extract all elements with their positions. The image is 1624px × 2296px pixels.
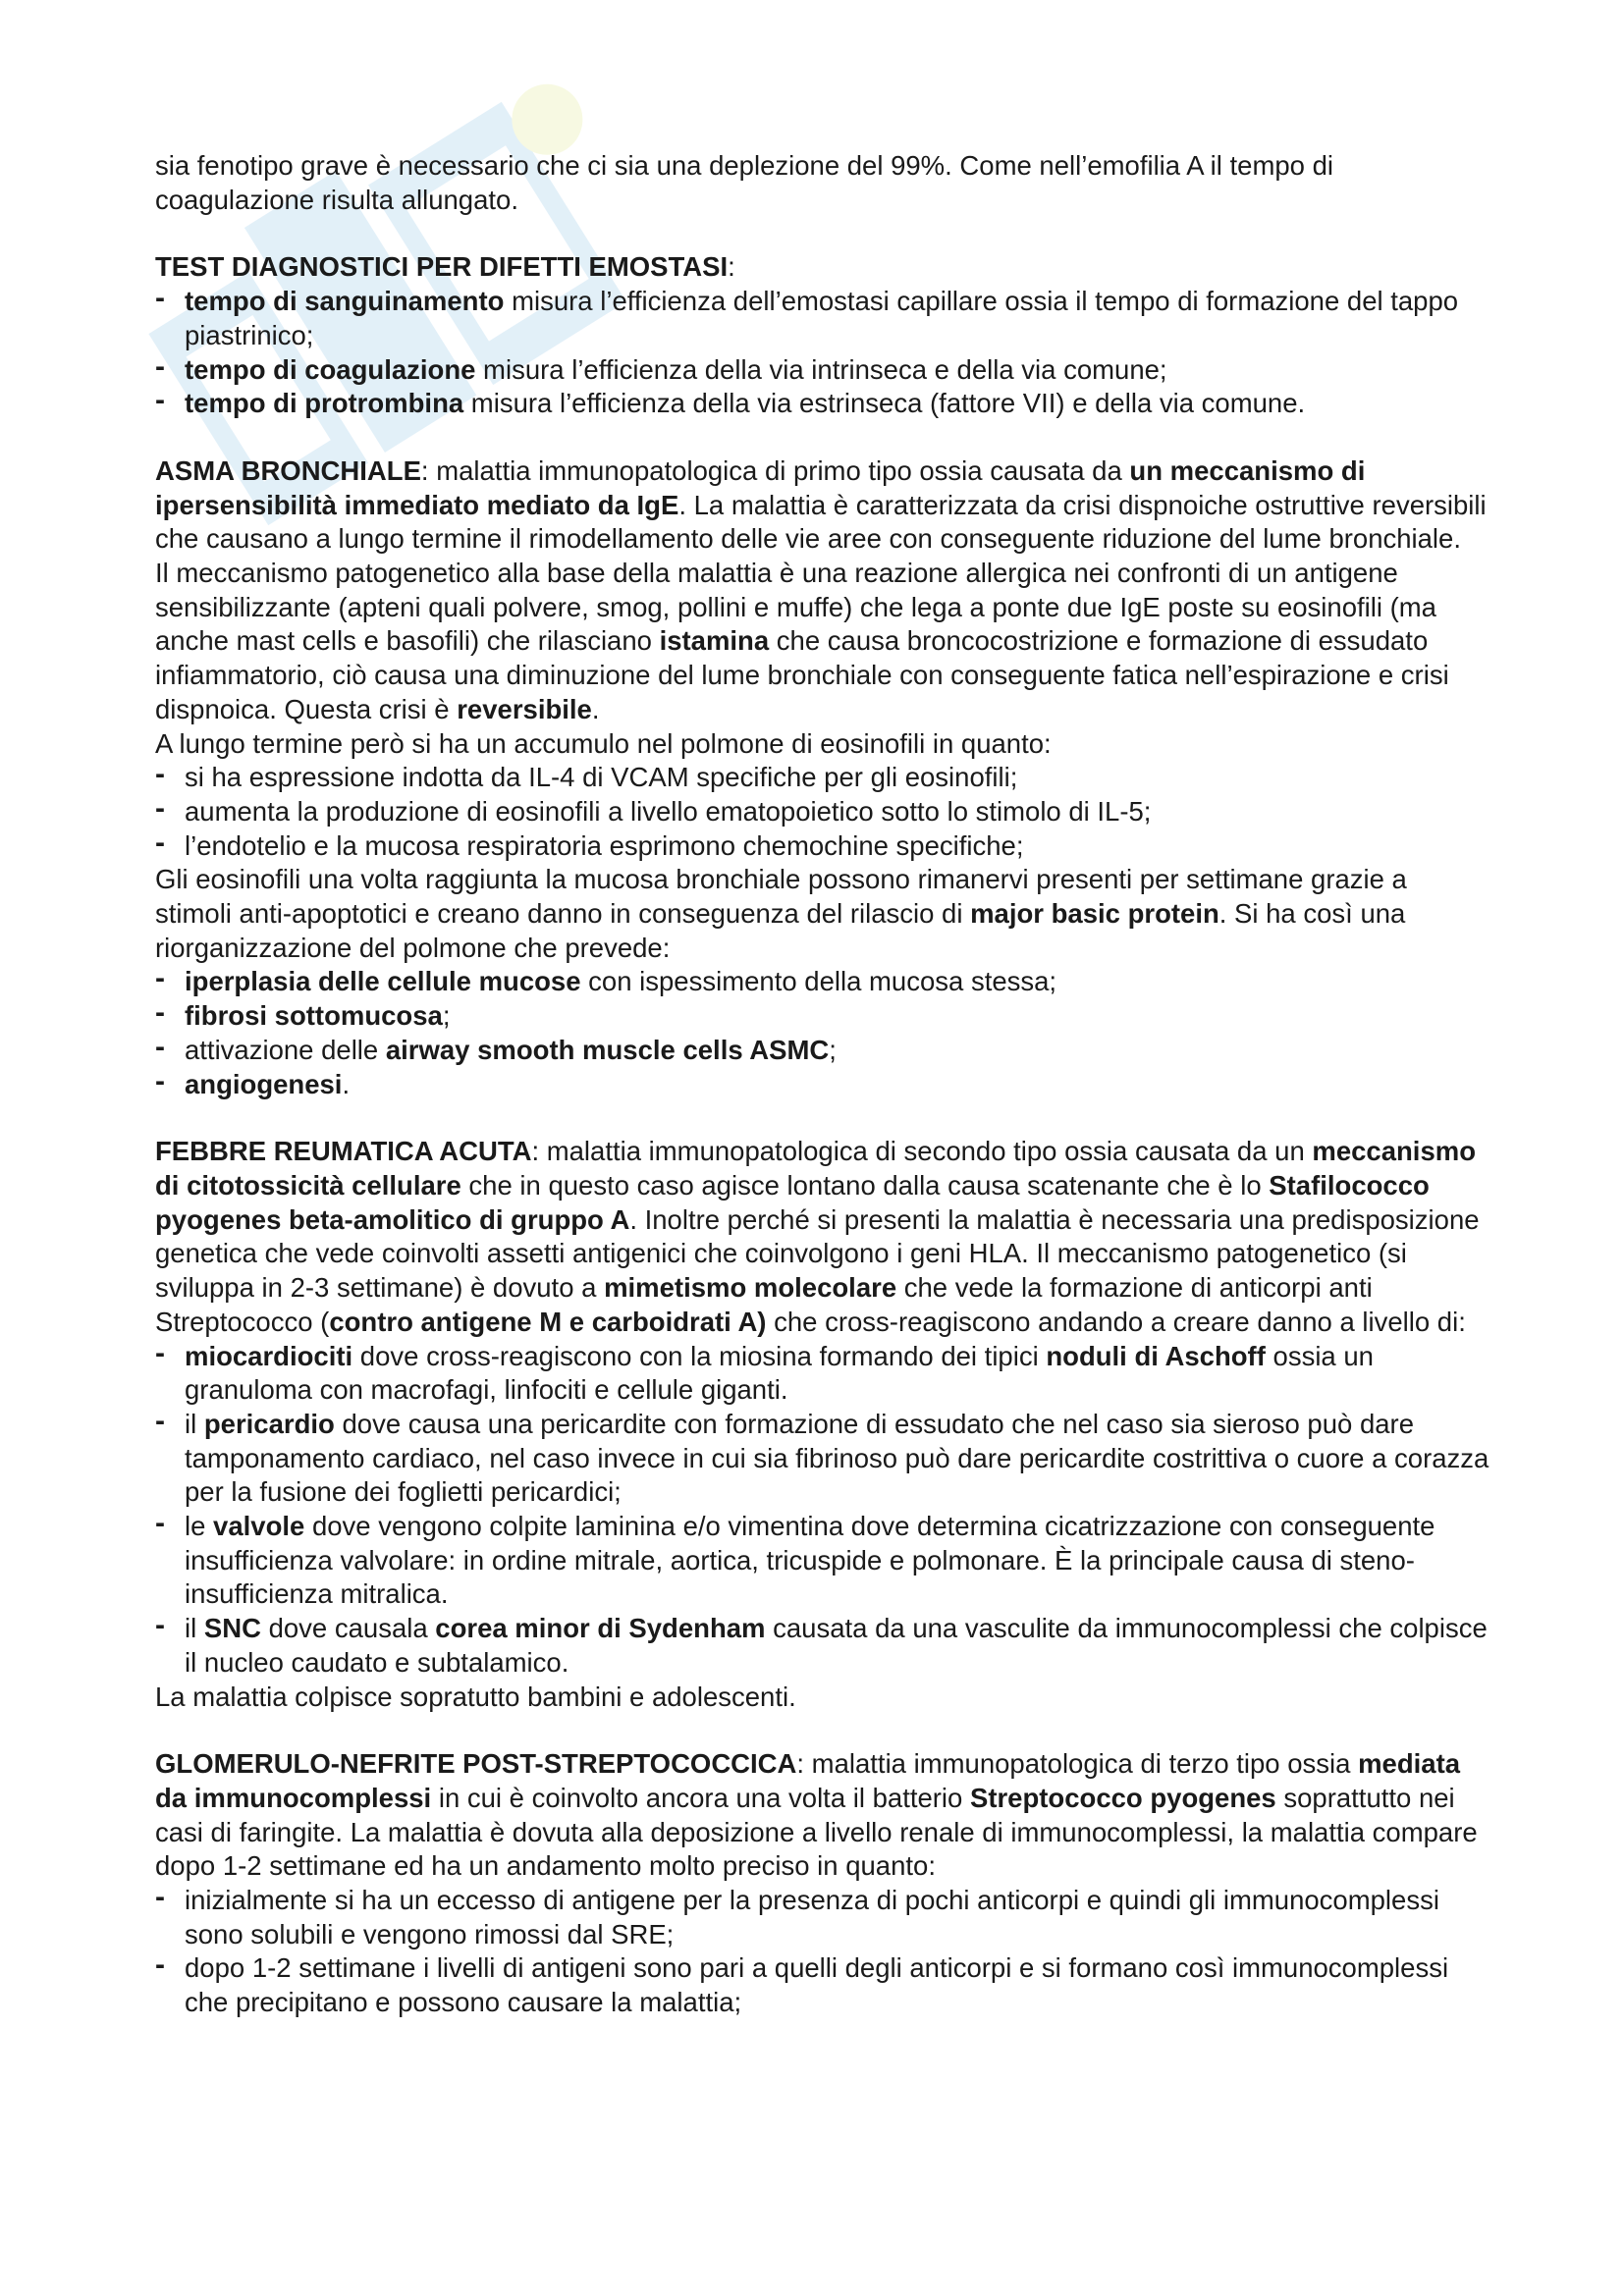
intro-paragraph [155, 149, 1490, 217]
text-run: ; [829, 1034, 837, 1065]
asma-remodeling [155, 863, 1490, 965]
bold-text: major basic protein [970, 898, 1219, 930]
bold-text: tempo di coagulazione [185, 353, 476, 385]
text-run: La malattia colpisce sopratutto bambini e adolescenti. [155, 1681, 796, 1712]
asma-long-term [155, 727, 1490, 762]
text-run: Gli eosinofili una volta raggiunta la mucosa bronchiale possono rimanervi presenti per settimane grazie a stimoli anti-apoptotici e creano danno in conseguenza del rilascio di [155, 864, 1407, 930]
list-item [155, 965, 1490, 999]
bold-text: ASMA BRONCHIALE [155, 454, 421, 486]
text-run: A lungo termine però si ha un accumulo nel polmone di eosinofili in quanto: [155, 727, 1052, 759]
bold-text: tempo di sanguinamento [185, 286, 505, 317]
list-item [155, 1034, 1490, 1068]
text-run: dopo 1-2 settimane i livelli di antigeni sono pari a quelli degli anticorpi e si formano così immunocomplessi che precipitano e possono causare la malattia; [185, 1952, 1449, 2018]
febbre-list [155, 1340, 1490, 1681]
bold-text: reversibile [457, 693, 592, 724]
bold-text: iperplasia delle cellule mucose [185, 966, 581, 997]
text-run: dove vengono colpite laminina e/o vimentina dove determina cicatrizzazione con conseguente insufficienza valvolare: in ordine mitrale, aortica, tricuspide e polmonare. È la principale causa di steno-insufficienza mitralica. [185, 1511, 1435, 1610]
text-run: misura l’efficienza della via intrinseca e della via comune; [475, 353, 1167, 385]
text-run: inizialmente si ha un eccesso di antigene per la presenza di pochi anticorpi e quindi gli immunocomplessi sono solubili e vengono rimossi dal SRE; [185, 1885, 1439, 1949]
text-run: l’endotelio e la mucosa respiratoria esprimono chemochine specifiche; [185, 829, 1024, 861]
list-item [155, 1951, 1490, 2019]
list-item [155, 1340, 1490, 1408]
text-run: . [342, 1068, 351, 1099]
bold-text: meccanismo di citotossicità cellulare [155, 1136, 1476, 1201]
bold-text: airway smooth muscle cells ASMC [385, 1034, 830, 1065]
bold-text: noduli di Aschoff [1046, 1340, 1266, 1371]
text-run: . La malattia è caratterizzata da crisi dispnoiche ostruttive reversibili che causano a lungo termine il rimodellamento delle vie aree con conseguente riduzione del lume bronchiale. [155, 489, 1487, 555]
bold-text: mediata da immunocomplessi [155, 1748, 1461, 1813]
bold-text: FEBBRE REUMATICA ACUTA [155, 1136, 532, 1167]
text-run: il [185, 1613, 204, 1644]
list-item [155, 1612, 1490, 1680]
asma-eosinophil-list [155, 761, 1490, 863]
glomerulo-list [155, 1884, 1490, 2020]
text-run: : malattia immunopatologica di primo tipo ossia causata da [420, 454, 1130, 486]
text-run: dove causa una pericardite con formazione di essudato che nel caso sia sieroso può dare tamponamento cardiaco, nel caso invece in cui sia fibrinoso può dare pericardite costrittiva o cuore a corazza per la fusione dei foglietti pericardici; [185, 1408, 1489, 1508]
bold-text: GLOMERULO-NEFRITE POST-STREPTOCOCCICA [155, 1748, 797, 1780]
bold-text: SNC [203, 1613, 261, 1644]
text-run: che in questo caso agisce lontano dalla causa scatenante che è lo [460, 1169, 1270, 1201]
bold-text: istamina [659, 625, 770, 657]
bold-text: fibrosi sottomucosa [185, 1000, 443, 1032]
text-run: dove causala [260, 1613, 436, 1644]
document-page [155, 149, 1490, 2020]
bold-text: angiogenesi [185, 1068, 343, 1099]
text-run: : malattia immunopatologica di terzo tipo ossia [796, 1748, 1359, 1780]
text-run: . [591, 693, 600, 724]
text-run: sia fenotipo grave è necessario che ci sia una deplezione del 99%. Come nell’emofilia A il tempo di coagulazione risulta allungato. [155, 150, 1334, 215]
list-item [155, 1884, 1490, 1951]
bold-text: contro antigene M e carboidrati A) [329, 1306, 767, 1337]
text-run: misura l’efficienza dell’emostasi capillare ossia il tempo di formazione del tappo piastrinico; [185, 286, 1459, 350]
bold-text: un meccanismo di ipersensibilità immediato mediato da IgE [155, 454, 1366, 520]
test-heading: TEST DIAGNOSTICI PER DIFETTI EMOSTASI: [155, 251, 735, 283]
list-item [155, 353, 1490, 388]
test-list [155, 285, 1490, 421]
asma-mechanism [155, 557, 1490, 727]
bold-text: valvole [213, 1511, 305, 1542]
list-item [155, 387, 1490, 421]
text-run: Il meccanismo patogenetico alla base della malattia è una reazione allergica nei confronti di un antigene sensibilizzante (apteni quali polvere, smog, pollini e muffe) che lega a ponte due IgE poste su eosinofili (ma anche mast cells e basofili) che rilasciano [155, 558, 1436, 657]
text-run: aumenta la produzione di eosinofili a livello ematopoietico sotto lo stimolo di IL-5; [185, 795, 1152, 827]
text-run: si ha espressione indotta da IL-4 di VCAM specifiche per gli eosinofili; [185, 762, 1018, 793]
list-item [155, 829, 1490, 864]
text-run: : malattia immunopatologica di secondo tipo ossia causata da un [531, 1136, 1313, 1167]
bold-text: miocardiociti [185, 1340, 353, 1371]
bold-text: tempo di protrombina [185, 388, 464, 419]
text-run: che cross-reagiscono andando a creare danno a livello di: [766, 1306, 1466, 1337]
bold-text: Streptococco pyogenes [969, 1782, 1276, 1813]
text-run: che causa broncocostrizione e formazione di essudato infiammatorio, ciò causa una diminuzione del lume bronchiale con conseguente fatica nell’espirazione e crisi dispnoica. Questa crisi è [155, 625, 1449, 724]
list-item [155, 285, 1490, 352]
febbre-closing [155, 1681, 1490, 1715]
asma-remodeling-list [155, 965, 1490, 1101]
text-run: in cui è coinvolto ancora una volta il batterio [431, 1782, 970, 1813]
bold-text: Stafilococco pyogenes beta-amolitico di gruppo A [155, 1169, 1430, 1235]
text-run: causata da una vasculite da immunocomplessi che colpisce il nucleo caudato e subtalamico. [185, 1613, 1488, 1678]
text-run: attivazione delle [185, 1034, 386, 1065]
bold-text: corea minor di Sydenham [435, 1613, 766, 1644]
glomerulo-intro [155, 1747, 1490, 1884]
text-run: . Si ha così una riorganizzazione del polmone che prevede: [155, 898, 1406, 963]
text-run: con ispessimento della mucosa stessa; [580, 966, 1057, 997]
text-run: ; [442, 1000, 451, 1032]
text-run: il [185, 1408, 204, 1439]
list-item [155, 1068, 1490, 1102]
list-item [155, 1510, 1490, 1612]
text-run: misura l’efficienza della via estrinseca (fattore VII) e della via comune. [463, 388, 1306, 419]
list-item [155, 1408, 1490, 1510]
text-run: che vede la formazione di anticorpi anti Streptococco ( [155, 1272, 1373, 1337]
text-run: ossia un granuloma con macrofagi, linfociti e cellule giganti. [185, 1340, 1374, 1406]
text-run: . Inoltre perché si presenti la malattia è necessaria una predisposizione genetica che vede coinvolti assetti antigenici che coinvolgono i geni HLA. Il meccanismo patogenetico (si sviluppa in 2-3 settimane) è dovuto a [155, 1203, 1480, 1304]
text-run: le [185, 1511, 214, 1542]
bold-text: pericardio [203, 1408, 335, 1439]
text-run: soprattutto nei casi di faringite. La malattia è dovuta alla deposizione a livello renale di immunocomplessi, la malattia compare dopo 1-2 settimane ed ha un andamento molto preciso in quanto: [155, 1782, 1478, 1882]
list-item [155, 795, 1490, 829]
list-item [155, 999, 1490, 1034]
list-item [155, 761, 1490, 795]
bold-text: mimetismo molecolare [604, 1272, 897, 1304]
febbre-intro [155, 1135, 1490, 1339]
asma-intro [155, 454, 1490, 557]
text-run: dove cross-reagiscono con la miosina formando dei tipici [352, 1340, 1047, 1371]
